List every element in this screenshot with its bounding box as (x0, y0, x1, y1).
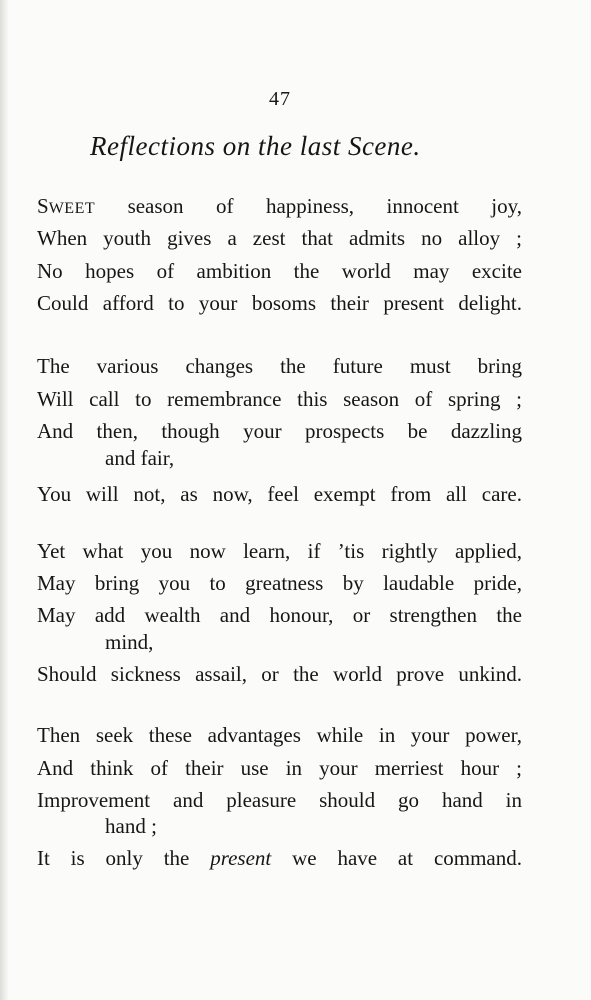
poem-line: You will not, as now, feel exempt from all care. (37, 482, 522, 506)
line-text: we have at command. (271, 846, 522, 870)
poem-line: And then, though your prospects be dazzling (37, 419, 522, 443)
poem-line: When youth gives a zest that admits no alloy ; (37, 226, 522, 250)
poem-line: Will call to remembrance this season of spring ; (37, 387, 522, 411)
emphasized-word: present (210, 846, 272, 870)
poem-line: Should sickness assail, or the world prove unkind. (37, 662, 522, 686)
poem-title: Reflections on the last Scene. (90, 131, 421, 161)
drop-letter: S (37, 194, 49, 218)
line-text: It is only the (37, 846, 211, 870)
poem-line: The various changes the future must bring (37, 354, 522, 378)
poem-line: Could afford to your bosoms their present delight. (37, 291, 522, 315)
poem-line (37, 193, 522, 222)
poem-line: Then seek these advantages while in your power, (37, 723, 522, 747)
poem-line: No hopes of ambition the world may excite (37, 259, 522, 283)
page-edge-shadow (0, 0, 9, 1000)
poem-line (37, 845, 522, 871)
poem-line: May bring you to greatness by laudable pride, (37, 571, 522, 595)
poem-line: Improvement and pleasure should go hand in (37, 788, 522, 812)
poem-line: And think of their use in your merriest hour ; (37, 756, 522, 780)
small-caps-word: WEET (48, 200, 96, 217)
poem-line-continuation: hand ; (105, 814, 157, 838)
poem-line: May add wealth and honour, or strengthen the (37, 603, 522, 627)
poem-line-continuation: and fair, (105, 446, 175, 470)
poem-line-continuation: mind, (105, 630, 154, 654)
line-text: season of happiness, innocent joy, (95, 194, 522, 218)
page-number: 47 (269, 88, 291, 110)
poem-line: Yet what you now learn, if ’tis rightly applied, (37, 539, 522, 563)
